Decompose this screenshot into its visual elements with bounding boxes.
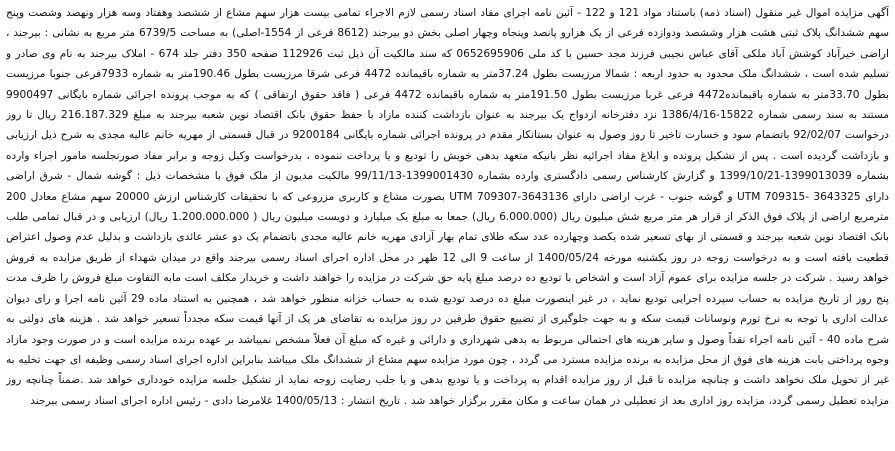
auction-notice-document (6, 3, 889, 448)
notice-body-text: آگهی مزایده اموال غیر منقول (اسناد ذمه) باستناد مواد 121 و 122 - آئین نامه اجرای مفاد اسناد رسمی لازم الاجراء تمامی بیست هزار سهم مشاع از ششصد وهفتاد وسه هزار ونهصد وشصت وپنج سهم ششدانگ پلاک ثبتی هشت هزار وششصد ودوازده فرعی از یک هزارو پانصد وپنجاه وچهار اصلی بخش دو بیرجند (8612 فرعی از 1554-اصلی) به مساحت 6739/5 متر مربع به نشانی : بیرجند ، اراضی خیرآباد کوشش آباد ملکی آقای عباس نجیبی فرزند مجد حسین با کد ملی 0652695906 که سند مالکیت آن ذیل ثبت 112926 صفحه 350 دفتر جلد 674 - املاک بیرجند به نام وی صادر و تسلیم شده است ، ششدانگ ملک محدود به حدود اربعه : شمالا مرزیست بطول 37.24متر به شماره باقیمانده 4472 فرعی شرقا مرزیست بطول 190.46متر به شماره 7933فرعی جنوبا مرزیست بطول 33.70متر به شماره باقیمانده4472 فرعی غربا مرزیست بطول 191.50متر به شماره باقیمانده 4472 فرعی ( فاقد حقوق ارتفاقی ) که به موجب پرونده اجرائی شماره بایگانی 9900497 مستند به سند رسمی شماره 15822-1386/4/16 نزد دفترخانه ازدواج یک بیرجند به عنوان بازداشت کننده مازاد با حفظ حقوق بانک اقتصاد نوین شعبه بیرجند به مبلغ 216.187.329 ریال تا روز درخواست 92/02/07 باتضمام سود و خسارت تاخیر تا روز وصول به عنوان بستانکار مقدم در پرونده اجرائی شماره بایگانی 9200184 در قبال قسمتی از مهریه خانم عالیه مجدی به شرح ذیل ارزیابی و بازداشت گردیده است . پس از تشکیل پرونده و ابلاغ مفاد اجرائیه نظر بانیکه متعهد بدهی خویش را تودیع و یا پرداخت ننموده ، بدرخواست وکیل زوجه و برابر مفاد صورتجلسه مامور اجراء وارده بشماره 1399013039-1399/10/21 و گزارش کارشناس رسمی دادگستری وارده بشماره 1399001430-99/11/13 مالکیت مدیون از ملک فوق با مشخصات ذیل : گوشه شمال - شرق اراضی دارای UTM 709315- 3643325 و گوشه جنوب - غرب اراضی دارای UTM 709307-3643136 بصورت مشاع و کاربری مزروعی که با تحقیقات کارشناس ارزش 20000 سهم مشاع معادل 200 مترمربع اراضی از پلاک فوق الذکر از قرار هر متر مربع شش میلیون ریال (6.000.000 ریال) جمعا به مبلغ یک میلیارد و دویست میلیون ریال ( 1.200.000.000 ریال) ارزیابی و در قبال تمامی طلب بانک اقتصاد نوین شعبه بیرجند و قسمتی از بهای تسعیر شده یکصد وچهارده عدد سکه طلای تمام بهار آزادی مهریه خانم عالیه مجدی باتضمام یک دو عشر عائدی بازداشت و بدلیل عدم وصول اعتراض قطعیت یافته است و به درخواست زوجه در روز یکشنبه مورخه 1400/05/24 از ساعت 9 الی 12 ظهر در محل اداره اجرای اسناد رسمی بیرجند واقع در میدان شهداء از طریق مزایده به فروش خواهد رسید . شرکت در جلسه مزایده برای عموم آزاد است و اشخاص با تودیع ده درصد مبلغ پایه حق شرکت در مزایده را خواهند داشت و خریدار مکلف است مابه التفاوت مبلغ فروش را ظرف مدت پنج روز از تاریخ مزایده به حساب سپرده اجرایی تودیع نماید ، در غیر اینصورت مبلغ ده درصد تودیع شده به حساب خزانه منظور خواهد شد ، همچنین به استناد ماده 29 آئین نامه اجرا و رای دیوان عدالت اداری با توجه به نرخ تورم ونوسانات قیمت سکه و به جهت جلوگیری از تضییع حقوق طرفین در روز مزایده به تقاضای هر یک از آنها قیمت سکه مجدداً تسعیر خواهد شد . هزینه های دولتی به شرح ماده 40 - آئین نامه اجراء نقداً وصول و سایر هزینه های احتمالی مربوط به بدهی شهرداری و دارائی و غیره که مبلغ آن فعلاً مشخص نمیباشد بر عهده برنده مزایده است و در صورت وجود مازاد وجوه پرداختی بابت هزینه های فوق از محل مزایده به برنده مزایده مسترد می گردد ، چون مورد مزایده سهم مشاع از ششدانگ ملک میباشد بنابراین اداره اجرای اسناد رسمی وظیفه ای جهت تخلیه به غیر از تحویل ملک نخواهد داشت و چنانچه مزایده تا قبل از روز مزایده اقدام به پرداخت و یا تودیع بدهی و یا جلب رضایت زوجه نماید از تشکیل جلسه مزایده خودداری خواهد شد .ضمناً چنانچه روز مزایده تعطیل رسمی گردد، مزایده روز اداری بعد از تعطیلی در همان ساعت و مکان مقرر برگزار خواهد شد . تاریخ انتشار : 1400/05/13 غلامرضا دادی - رئیس اداره اجرای اسناد رسمی بیرجند (6, 7, 889, 407)
